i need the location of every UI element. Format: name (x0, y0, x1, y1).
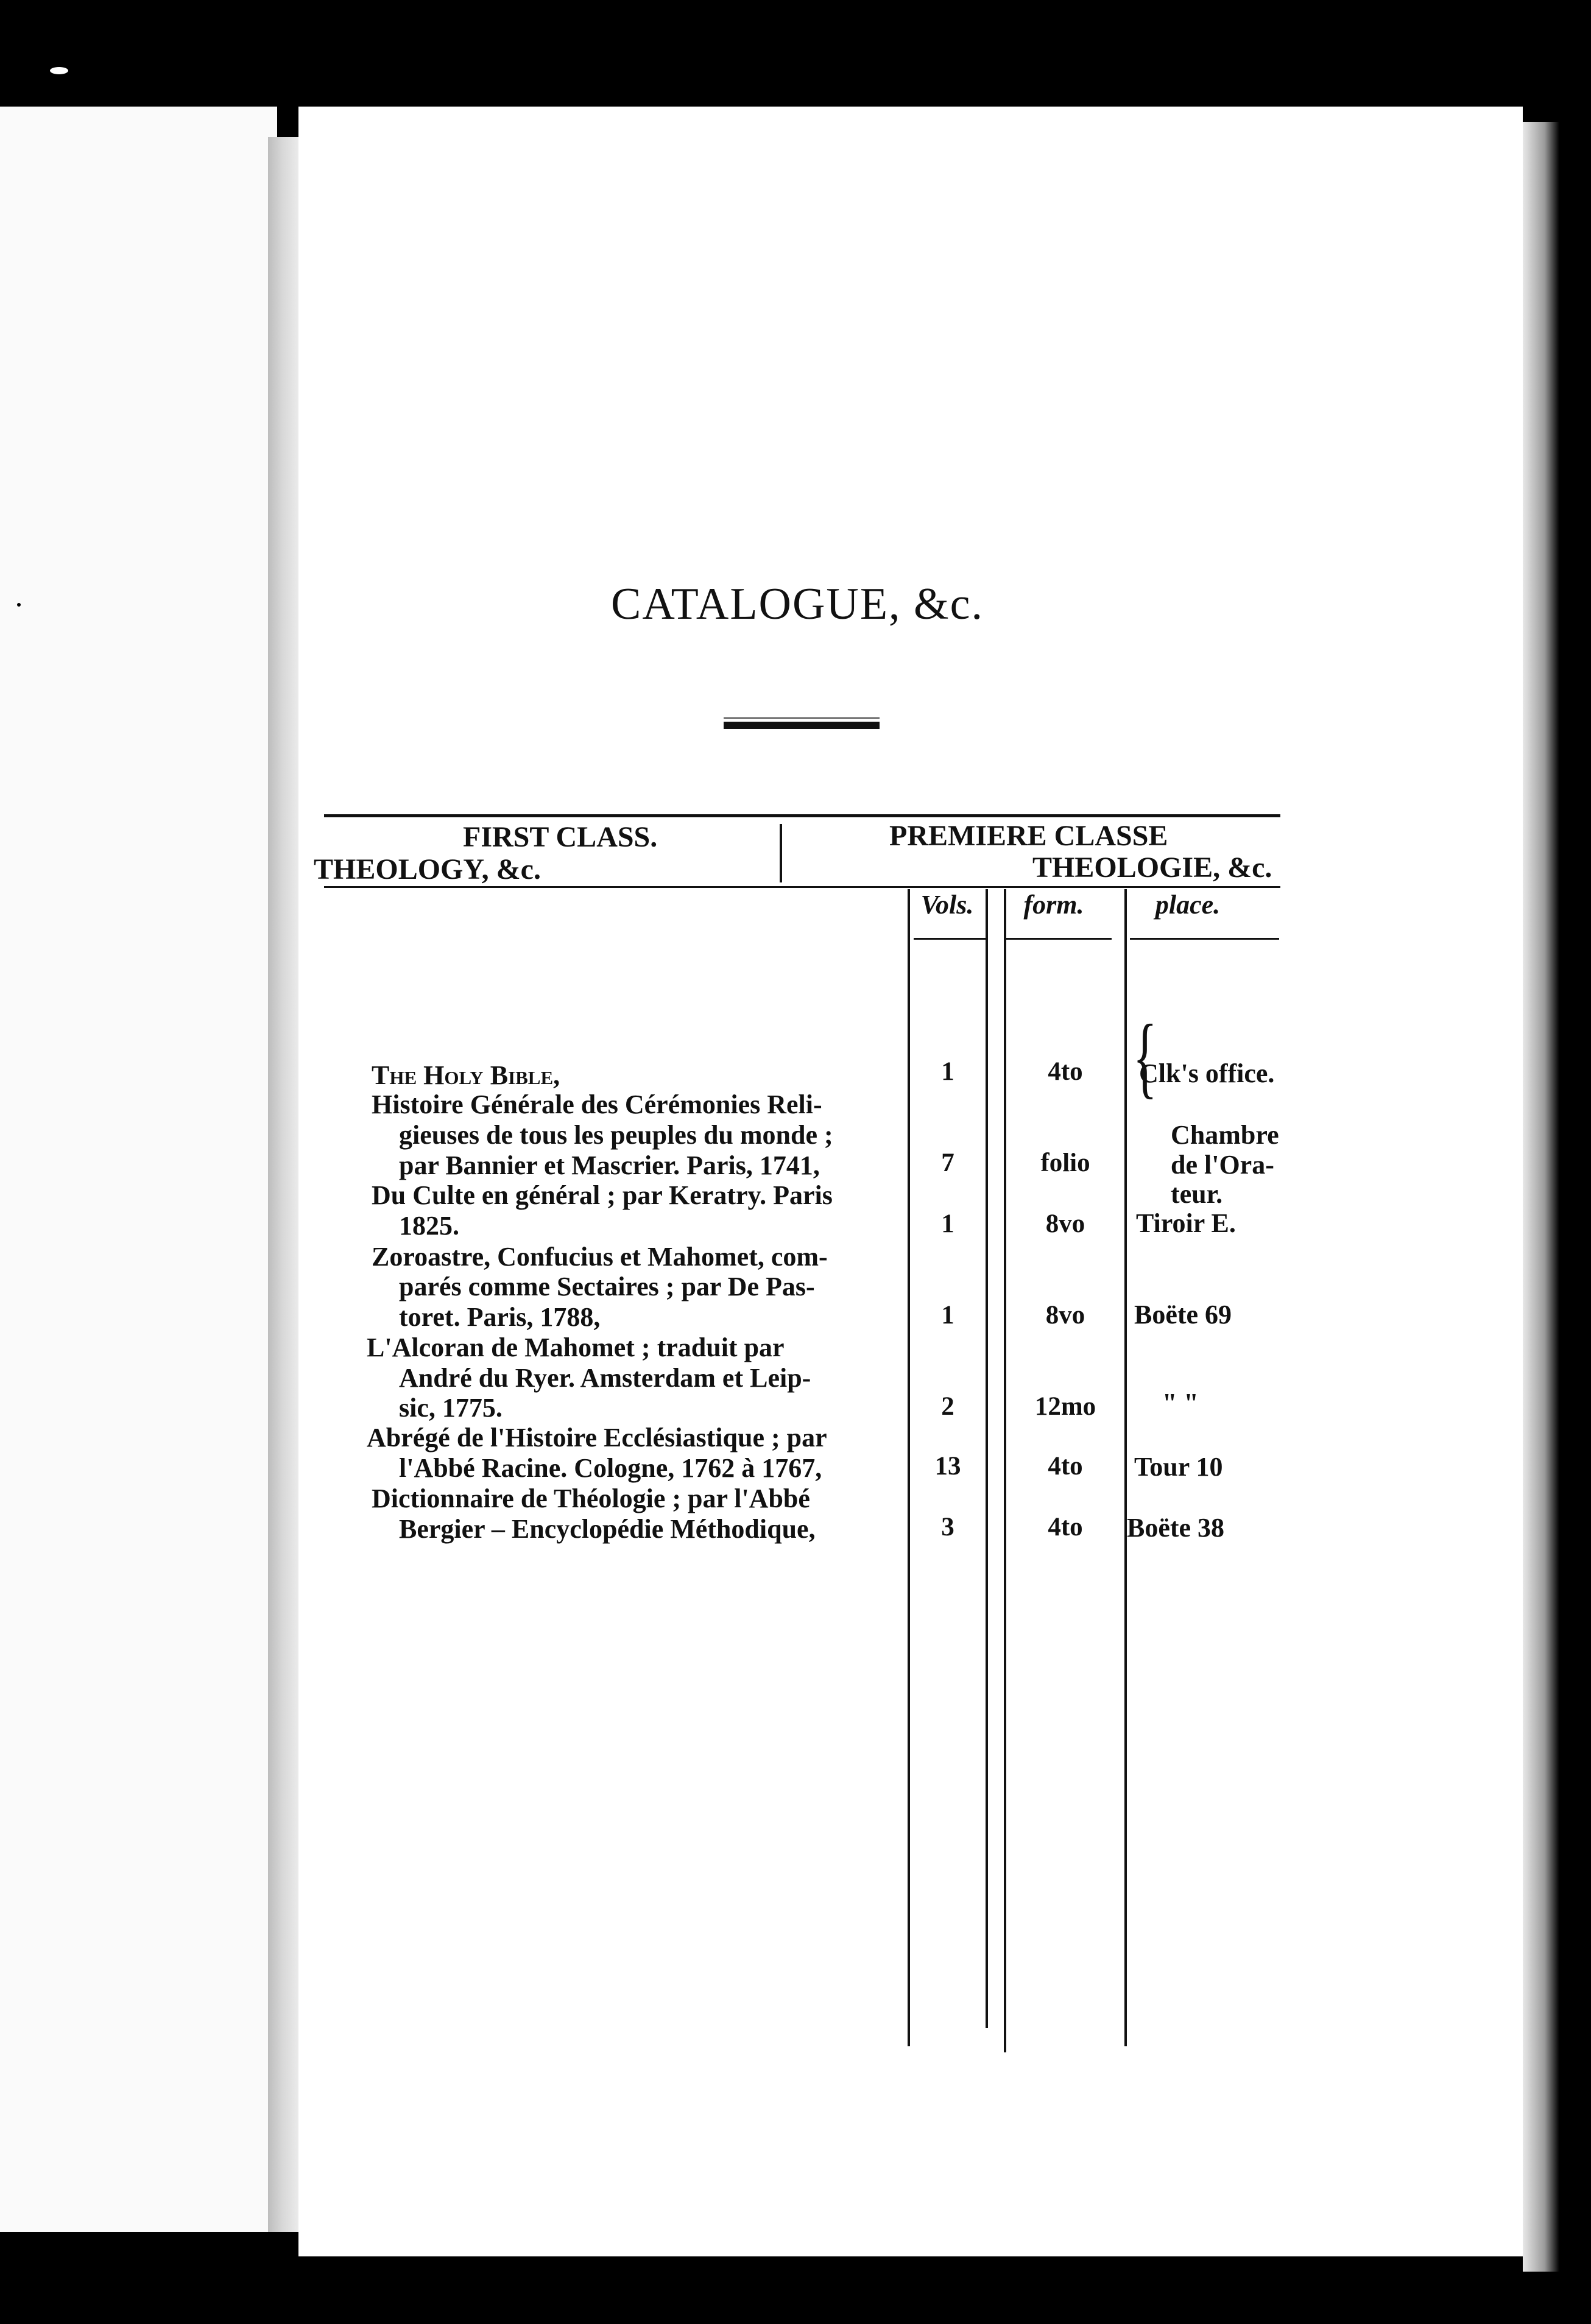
column-header-rule (914, 938, 986, 940)
entry-title-line: toret. Paris, 1788, (399, 1302, 601, 1332)
title-rule (724, 722, 880, 729)
entry-title-line: Histoire Générale des Cérémonies Reli- (372, 1090, 822, 1119)
entry-form: 8vo (1045, 1301, 1085, 1329)
entry-place: " " (1162, 1388, 1199, 1418)
page-title: CATALOGUE, &c. (611, 579, 984, 629)
title-rule (724, 717, 880, 719)
entry-title-line: The Holy Bible, (372, 1060, 560, 1090)
entry-place: Clk's office. (1139, 1058, 1275, 1088)
scan-speck (50, 67, 68, 74)
column-header-rule (1130, 938, 1279, 940)
entry-title-line: Du Culte en général ; par Keratry. Paris (372, 1180, 833, 1210)
scan-speck (17, 603, 21, 607)
entry-place: de l'Ora- (1171, 1150, 1274, 1180)
entry-title-line: parés comme Sectaires ; par De Pas- (399, 1272, 815, 1301)
entry-title-line: Bergier – Encyclopédie Méthodique, (399, 1514, 816, 1544)
entry-title-line: gieuses de tous les peuples du monde ; (399, 1120, 833, 1150)
entry-title-line: L'Alcoran de Mahomet ; traduit par (367, 1333, 785, 1362)
entry-title-line: Zoroastre, Confucius et Mahomet, com- (372, 1242, 828, 1272)
entry-title-line: Abrégé de l'Histoire Ecclésiastique ; par (367, 1423, 827, 1452)
column-header-vols: Vols. (920, 890, 974, 920)
catalogue-page (298, 107, 1523, 2256)
entry-place: Tour 10 (1134, 1452, 1223, 1482)
entry-place: teur. (1171, 1179, 1223, 1209)
entry-vols: 7 (941, 1149, 954, 1177)
entry-place: Boëte 69 (1134, 1300, 1232, 1329)
entry-title-line: Dictionnaire de Théologie ; par l'Abbé (372, 1484, 810, 1513)
entry-vols: 1 (941, 1301, 954, 1329)
entry-form: folio (1040, 1149, 1090, 1177)
right-header-subject: THEOLOGIE, &c. (1032, 851, 1272, 884)
entry-title-line: 1825. (399, 1211, 459, 1241)
entry-title-line: par Bannier et Mascrier. Paris, 1741, (399, 1150, 820, 1180)
facing-page-edge (0, 107, 277, 2232)
page-right-edge (1523, 122, 1559, 2272)
entry-vols: 1 (941, 1057, 954, 1086)
entry-vols: 13 (934, 1452, 961, 1481)
brace-glyph: { (1133, 1006, 1157, 1107)
entry-place: Boëte 38 (1127, 1513, 1225, 1543)
entry-vols: 3 (941, 1513, 954, 1541)
column-header-place: place. (1155, 890, 1221, 920)
entry-vols: 1 (941, 1210, 954, 1238)
column-header-rule (1005, 938, 1112, 940)
entry-title-line: André du Ryer. Amsterdam et Leip- (399, 1363, 811, 1393)
entry-title-line: sic, 1775. (399, 1393, 503, 1423)
table-top-rule (324, 814, 1280, 817)
entry-place: Chambre (1171, 1120, 1279, 1150)
entry-form: 4to (1048, 1513, 1083, 1541)
entry-form: 4to (1048, 1057, 1083, 1086)
entry-form: 12mo (1034, 1392, 1096, 1421)
entry-place: Tiroir E. (1136, 1208, 1236, 1238)
column-rule (1124, 889, 1127, 2046)
entry-vols: 2 (941, 1392, 954, 1421)
table-header-rule (324, 886, 1280, 888)
entry-title-line: l'Abbé Racine. Cologne, 1762 à 1767, (399, 1453, 822, 1483)
entry-form: 8vo (1045, 1210, 1085, 1238)
right-header-class: PREMIERE CLASSE (889, 820, 1168, 852)
left-header-subject: THEOLOGY, &c. (314, 853, 541, 886)
column-rule (986, 889, 988, 2028)
header-divider (780, 824, 782, 882)
left-header-class: FIRST CLASS. (463, 821, 658, 853)
column-header-form: form. (1023, 890, 1084, 920)
entry-form: 4to (1048, 1452, 1083, 1481)
